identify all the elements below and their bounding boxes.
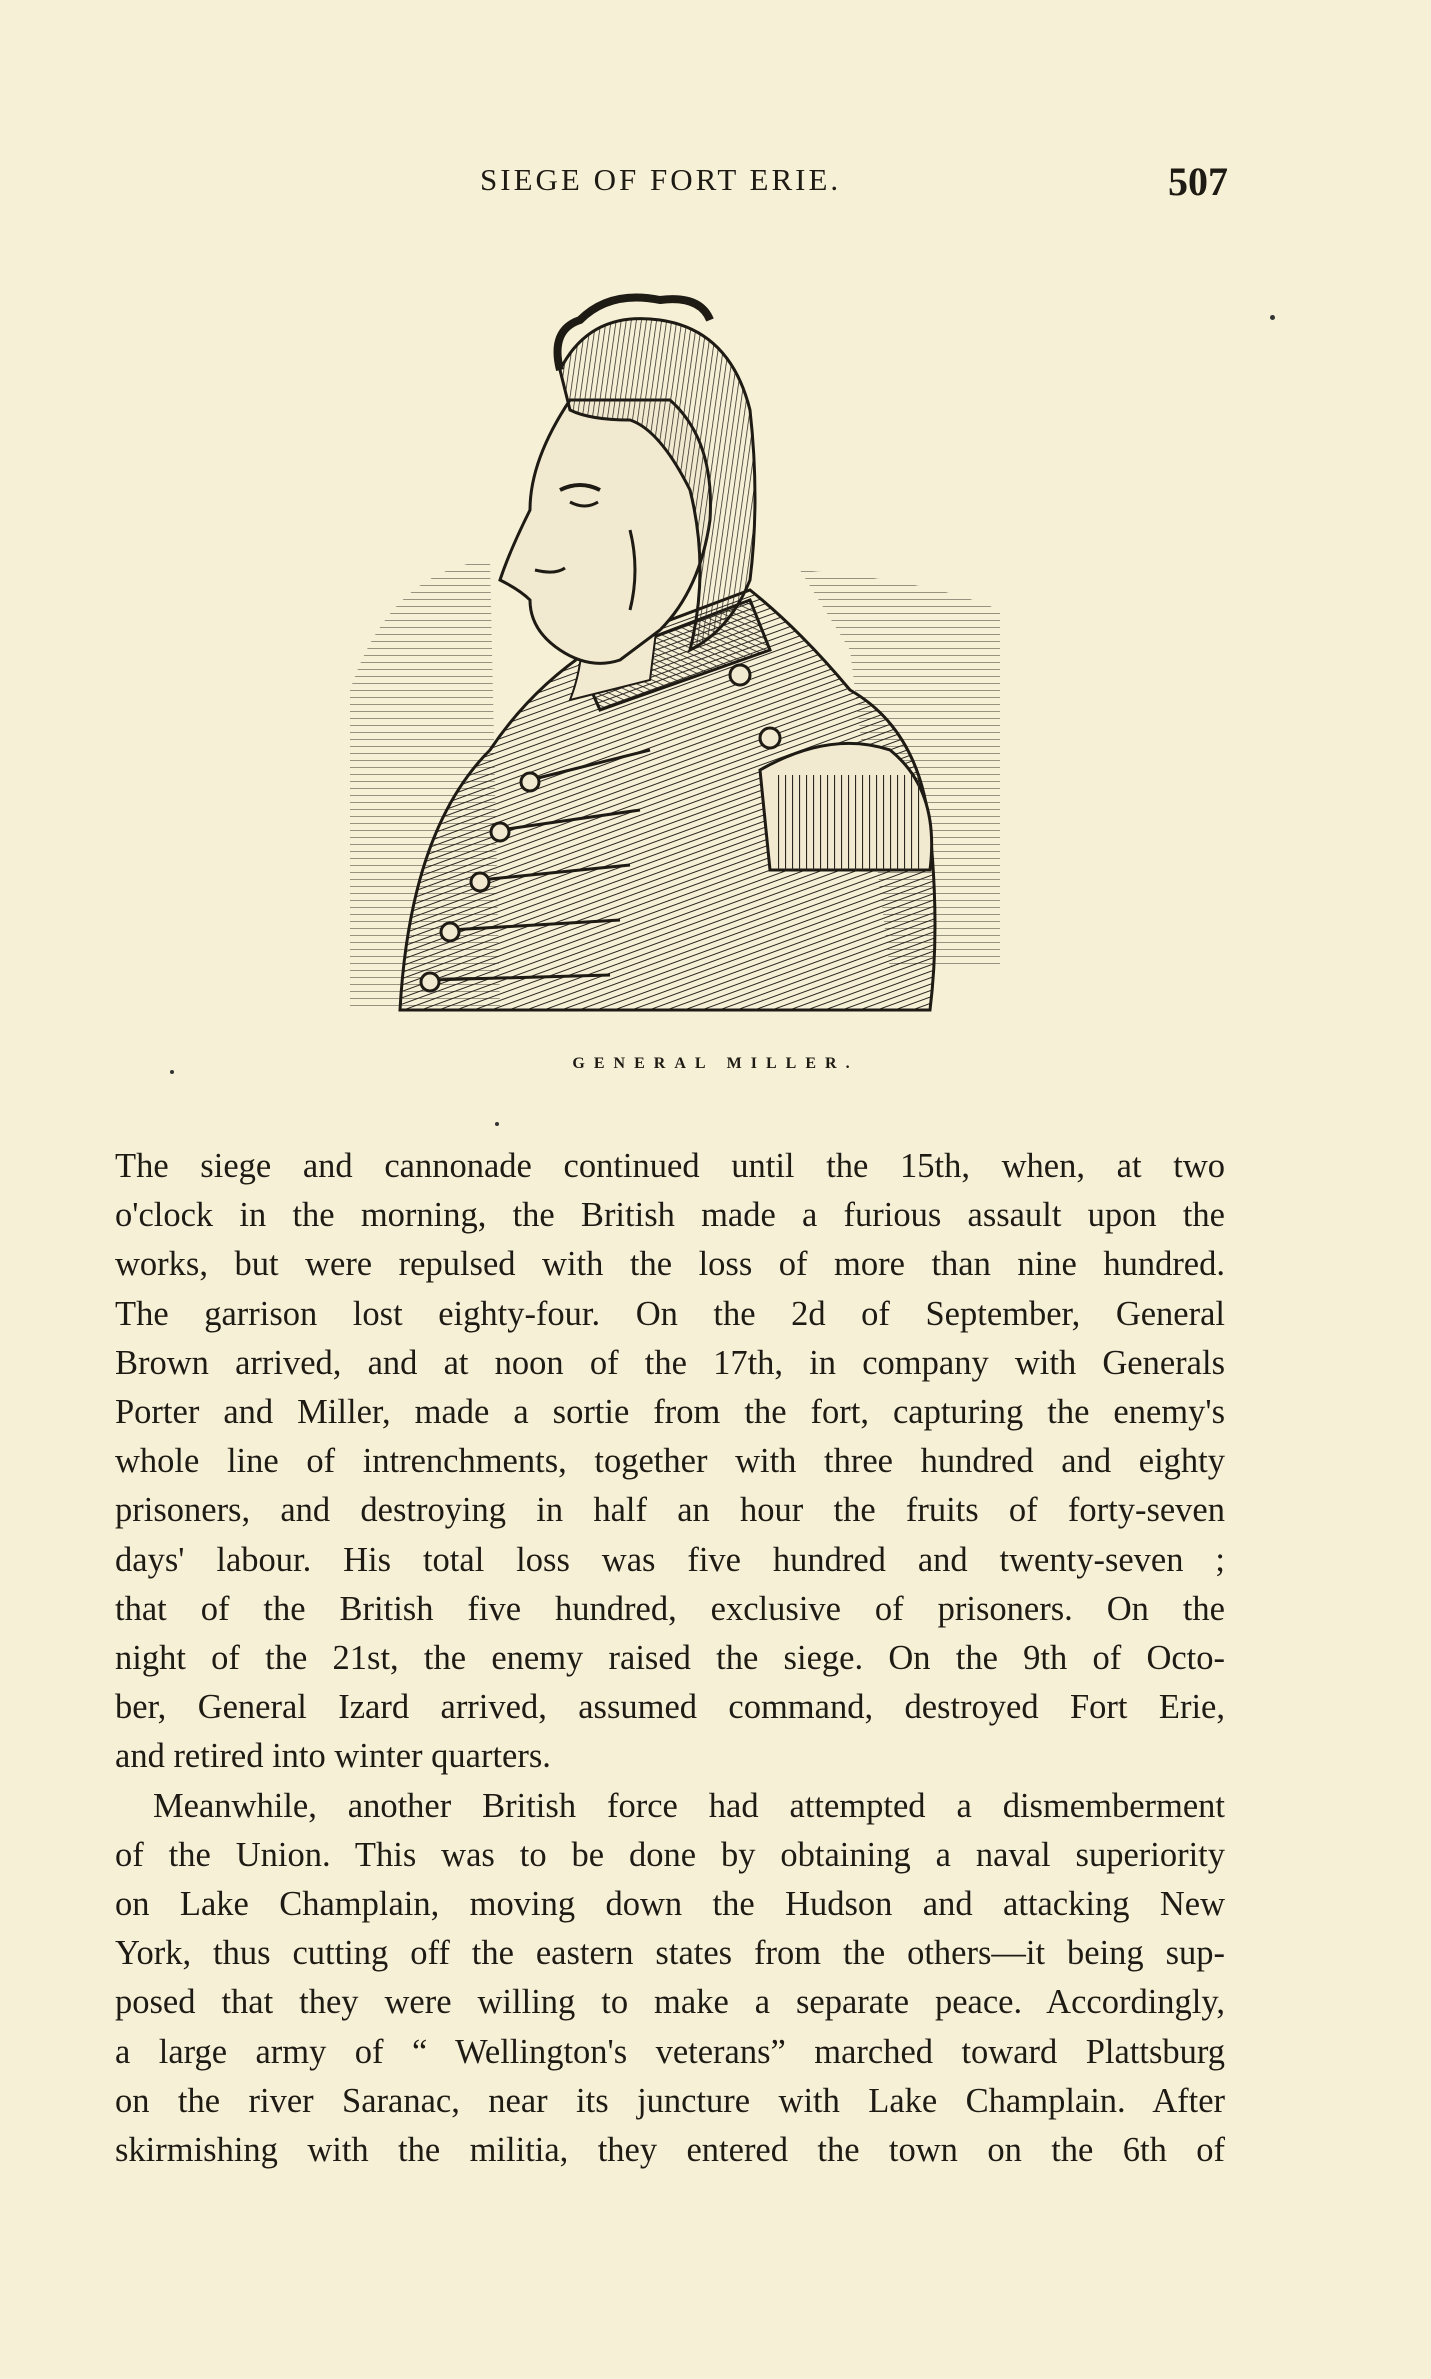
text-line: o'clock in the morning, the British made a furious assault upon the bbox=[115, 1196, 1225, 1235]
text-line: that of the British five hundred, exclusive of prisoners. On the bbox=[115, 1589, 1225, 1628]
ink-speck bbox=[1270, 315, 1275, 320]
text-line: The siege and cannonade continued until the 15th, when, at two bbox=[115, 1147, 1225, 1185]
text-line: and retired into winter quarters. bbox=[115, 1737, 551, 1776]
text-line: days' labour. His total loss was five hundred and twenty-seven ; bbox=[115, 1540, 1225, 1579]
text-line: Meanwhile, another British force had attempted a dismemberment bbox=[153, 1786, 1225, 1825]
ink-speck bbox=[495, 1122, 499, 1126]
running-head: SIEGE OF FORT ERIE. bbox=[480, 162, 842, 197]
paragraph bbox=[115, 1142, 1225, 1782]
illustration-caption: GENERAL MILLER. bbox=[572, 1055, 859, 1072]
text-line: prisoners, and destroying in half an hour the fruits of forty-seven bbox=[115, 1491, 1225, 1530]
text-line: works, but were repulsed with the loss of more than nine hundred. bbox=[115, 1245, 1225, 1284]
portrait-engraving bbox=[330, 270, 1010, 1050]
text-line: York, thus cutting off the eastern states from the others—it being sup- bbox=[115, 1934, 1225, 1973]
text-line: on the river Saranac, near its juncture with Lake Champlain. After bbox=[115, 2081, 1225, 2120]
text-line: Brown arrived, and at noon of the 17th, in company with Generals bbox=[115, 1343, 1225, 1382]
text-line: of the Union. This was to be done by obtaining a naval superiority bbox=[115, 1835, 1225, 1874]
text-line: a large army of “ Wellington's veterans” marched toward Plattsburg bbox=[115, 2032, 1225, 2071]
page-number: 507 bbox=[1168, 159, 1228, 204]
ink-speck bbox=[170, 1070, 174, 1074]
body-text bbox=[115, 1142, 1225, 2175]
text-line: posed that they were willing to make a separate peace. Accordingly, bbox=[115, 1983, 1225, 2022]
text-line: The garrison lost eighty-four. On the 2d of September, General bbox=[115, 1294, 1225, 1333]
text-line: whole line of intrenchments, together with three hundred and eighty bbox=[115, 1442, 1225, 1481]
text-line: night of the 21st, the enemy raised the siege. On the 9th of Octo- bbox=[115, 1639, 1225, 1678]
text-line: on Lake Champlain, moving down the Hudson and attacking New bbox=[115, 1885, 1225, 1924]
page-header bbox=[0, 158, 1431, 208]
text-line: skirmishing with the militia, they entered the town on the 6th of bbox=[115, 2131, 1225, 2170]
text-line: Porter and Miller, made a sortie from the fort, capturing the enemy's bbox=[115, 1393, 1225, 1432]
text-line: ber, General Izard arrived, assumed command, destroyed Fort Erie, bbox=[115, 1688, 1225, 1727]
paragraph bbox=[115, 1782, 1225, 2176]
